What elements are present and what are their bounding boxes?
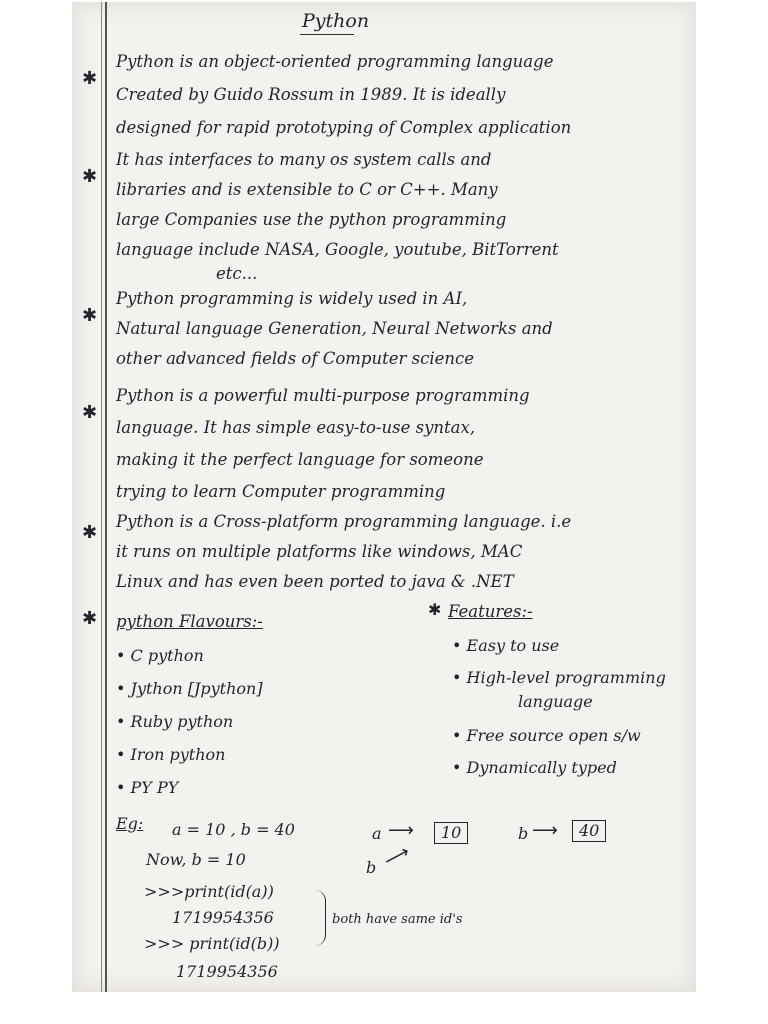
para-4-line-4: trying to learn Computer programming [116,482,446,501]
feature-item: • High-level programming [452,668,666,687]
feature-item-continued: language [518,692,593,711]
flavours-heading: python Flavours:- [116,612,263,631]
flavour-label: PY PY [130,778,179,797]
para-1-line-2: Created by Guido Rossum in 1989. It is ideally [116,85,506,104]
para-2-line-1: It has interfaces to many os system calls and [116,150,492,169]
para-3-line-1: Python programming is widely used in AI, [116,289,468,308]
curly-brace-icon [315,890,326,946]
asterisk-bullet-icon: ✱ [82,402,98,423]
arrow-up-right-icon: ⟶ [380,841,414,872]
para-2-line-5: etc... [216,264,258,283]
example-id-b: 1719954356 [176,962,278,981]
feature-item: • Easy to use [452,636,560,655]
para-1-line-1: Python is an object-oriented programming language [116,52,554,71]
para-5-line-1: Python is a Cross-platform programming language. i.e [116,512,572,531]
asterisk-bullet-icon: ✱ [82,166,98,187]
arrow-right-icon: ⟶ [532,820,558,841]
example-print-a: >>>print(id(a)) [144,882,274,901]
para-5-line-2: it runs on multiple platforms like windows, MAC [116,542,523,561]
para-4-line-1: Python is a powerful multi-purpose programming [116,386,530,405]
feature-label: Easy to use [466,636,560,655]
flavour-item: • Iron python [116,745,226,764]
example-note: both have same id's [332,912,463,927]
asterisk-bullet-icon: ✱ [428,600,442,619]
para-1-line-3: designed for rapid prototyping of Complex application [116,118,572,137]
arrow-right-icon: ⟶ [388,820,414,841]
value-box-40: 40 [572,820,606,842]
para-2-line-2: libraries and is extensible to C or C++. Many [116,180,498,199]
title-underline [300,34,354,35]
flavour-item: • PY PY [116,778,179,797]
feature-label: High-level programming [466,668,666,687]
para-4-line-3: making it the perfect language for someone [116,450,484,469]
example-assign: a = 10 , b = 40 [172,820,295,839]
para-4-line-2: language. It has simple easy-to-use syntax, [116,418,476,437]
feature-item: • Dynamically typed [452,758,617,777]
flavour-label: Iron python [130,745,226,764]
margin-line-outer [101,2,102,992]
features-heading: Features:- [448,602,533,621]
para-3-line-3: other advanced fields of Computer science [116,349,474,368]
asterisk-bullet-icon: ✱ [82,608,98,629]
para-2-line-4: language include NASA, Google, youtube, BitTorrent [116,240,559,259]
feature-item: • Free source open s/w [452,726,641,745]
var-b-label-2: b [366,858,377,877]
asterisk-bullet-icon: ✱ [82,305,98,326]
para-5-line-3: Linux and has even been ported to java & .NET [116,572,514,591]
feature-label: Free source open s/w [466,726,641,745]
flavour-item: • Ruby python [116,712,234,731]
example-now: Now, b = 10 [146,850,246,869]
asterisk-bullet-icon: ✱ [82,522,98,543]
value-box-10: 10 [434,822,468,844]
example-print-b: >>> print(id(b)) [144,934,280,953]
para-2-line-3: large Companies use the python programming [116,210,507,229]
flavour-item: • Jython [Jpython] [116,679,263,698]
var-b-label: b [518,824,529,843]
para-3-line-2: Natural language Generation, Neural Networks and [116,319,553,338]
flavour-label: Jython [Jpython] [130,679,263,698]
margin-line [105,2,107,992]
example-label: Eg: [116,814,144,833]
var-a-label: a [372,824,382,843]
flavour-label: Ruby python [130,712,234,731]
page-title: Python [302,10,370,32]
feature-label: Dynamically typed [466,758,617,777]
notebook-page [72,2,696,992]
flavour-label: C python [130,646,204,665]
flavour-item: • C python [116,646,204,665]
example-id-a: 1719954356 [172,908,274,927]
asterisk-bullet-icon: ✱ [82,68,98,89]
